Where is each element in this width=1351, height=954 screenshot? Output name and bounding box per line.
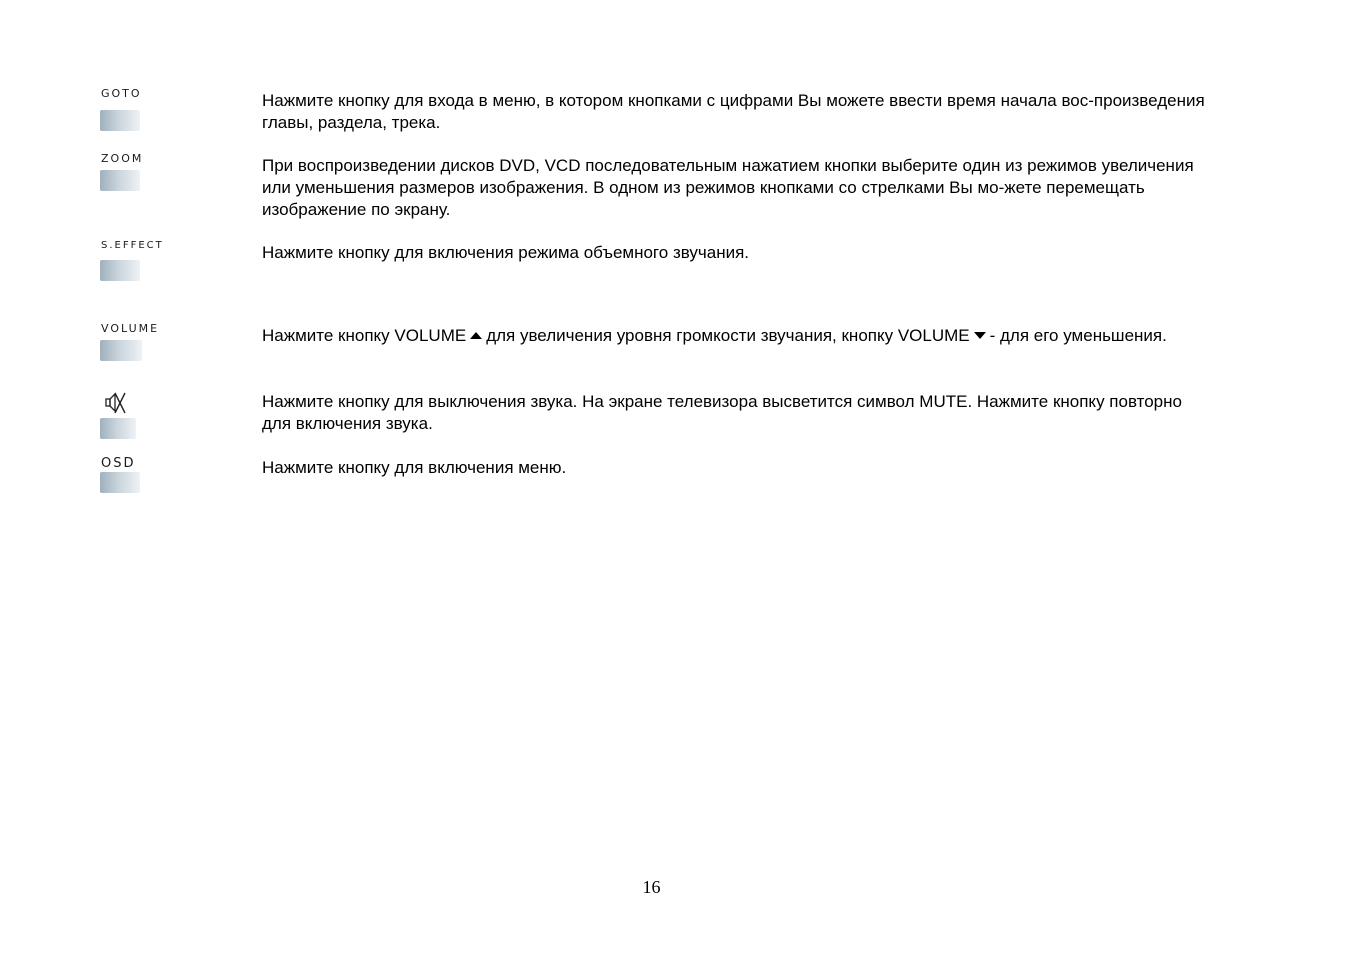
volume-button <box>100 340 142 361</box>
volume-text-part1: Нажмите кнопку VOLUME <box>262 326 467 345</box>
osd-label: OSD <box>101 456 136 471</box>
seffect-description: Нажмите кнопку для включения режима объемного звучания. <box>262 243 750 262</box>
volume-label: VOLUME <box>101 322 160 335</box>
zoom-button <box>100 170 140 191</box>
volume-text-part2: для увеличения уровня громкости звучания, кнопку VOLUME <box>486 326 970 345</box>
triangle-down-icon <box>974 332 986 339</box>
seffect-button <box>100 260 140 281</box>
volume-text-part3: - для его уменьшения. <box>989 326 1167 345</box>
zoom-description: При воспроизведении дисков DVD, VCD последовательным нажатием кнопки выберите один из режимов увеличения или уменьшения размеров изображения. В одном из режимов кнопками со стрелками Вы мо-жете перемещать изображение по экрану. <box>262 156 1194 219</box>
goto-description: Нажмите кнопку для входа в меню, в котором кнопками с цифрами Вы можете ввести время начала вос-произведения главы, раздела, трека. <box>262 91 1205 132</box>
page-number: 16 <box>642 877 661 897</box>
osd-description: Нажмите кнопку для включения меню. <box>262 458 567 477</box>
mute-icon <box>103 390 129 416</box>
mute-description: Нажмите кнопку для выключения звука. На экране телевизора высветится символ MUTE. Нажмите кнопку повторно для включения звука. <box>262 392 1182 433</box>
volume-description <box>262 325 1212 347</box>
osd-button <box>100 472 140 493</box>
goto-button <box>100 110 140 131</box>
seffect-label: S.EFFECT <box>101 240 164 251</box>
triangle-up-icon <box>470 332 482 339</box>
zoom-label: ZOOM <box>101 152 144 165</box>
goto-label: GOTO <box>101 87 142 100</box>
mute-button <box>100 418 136 439</box>
